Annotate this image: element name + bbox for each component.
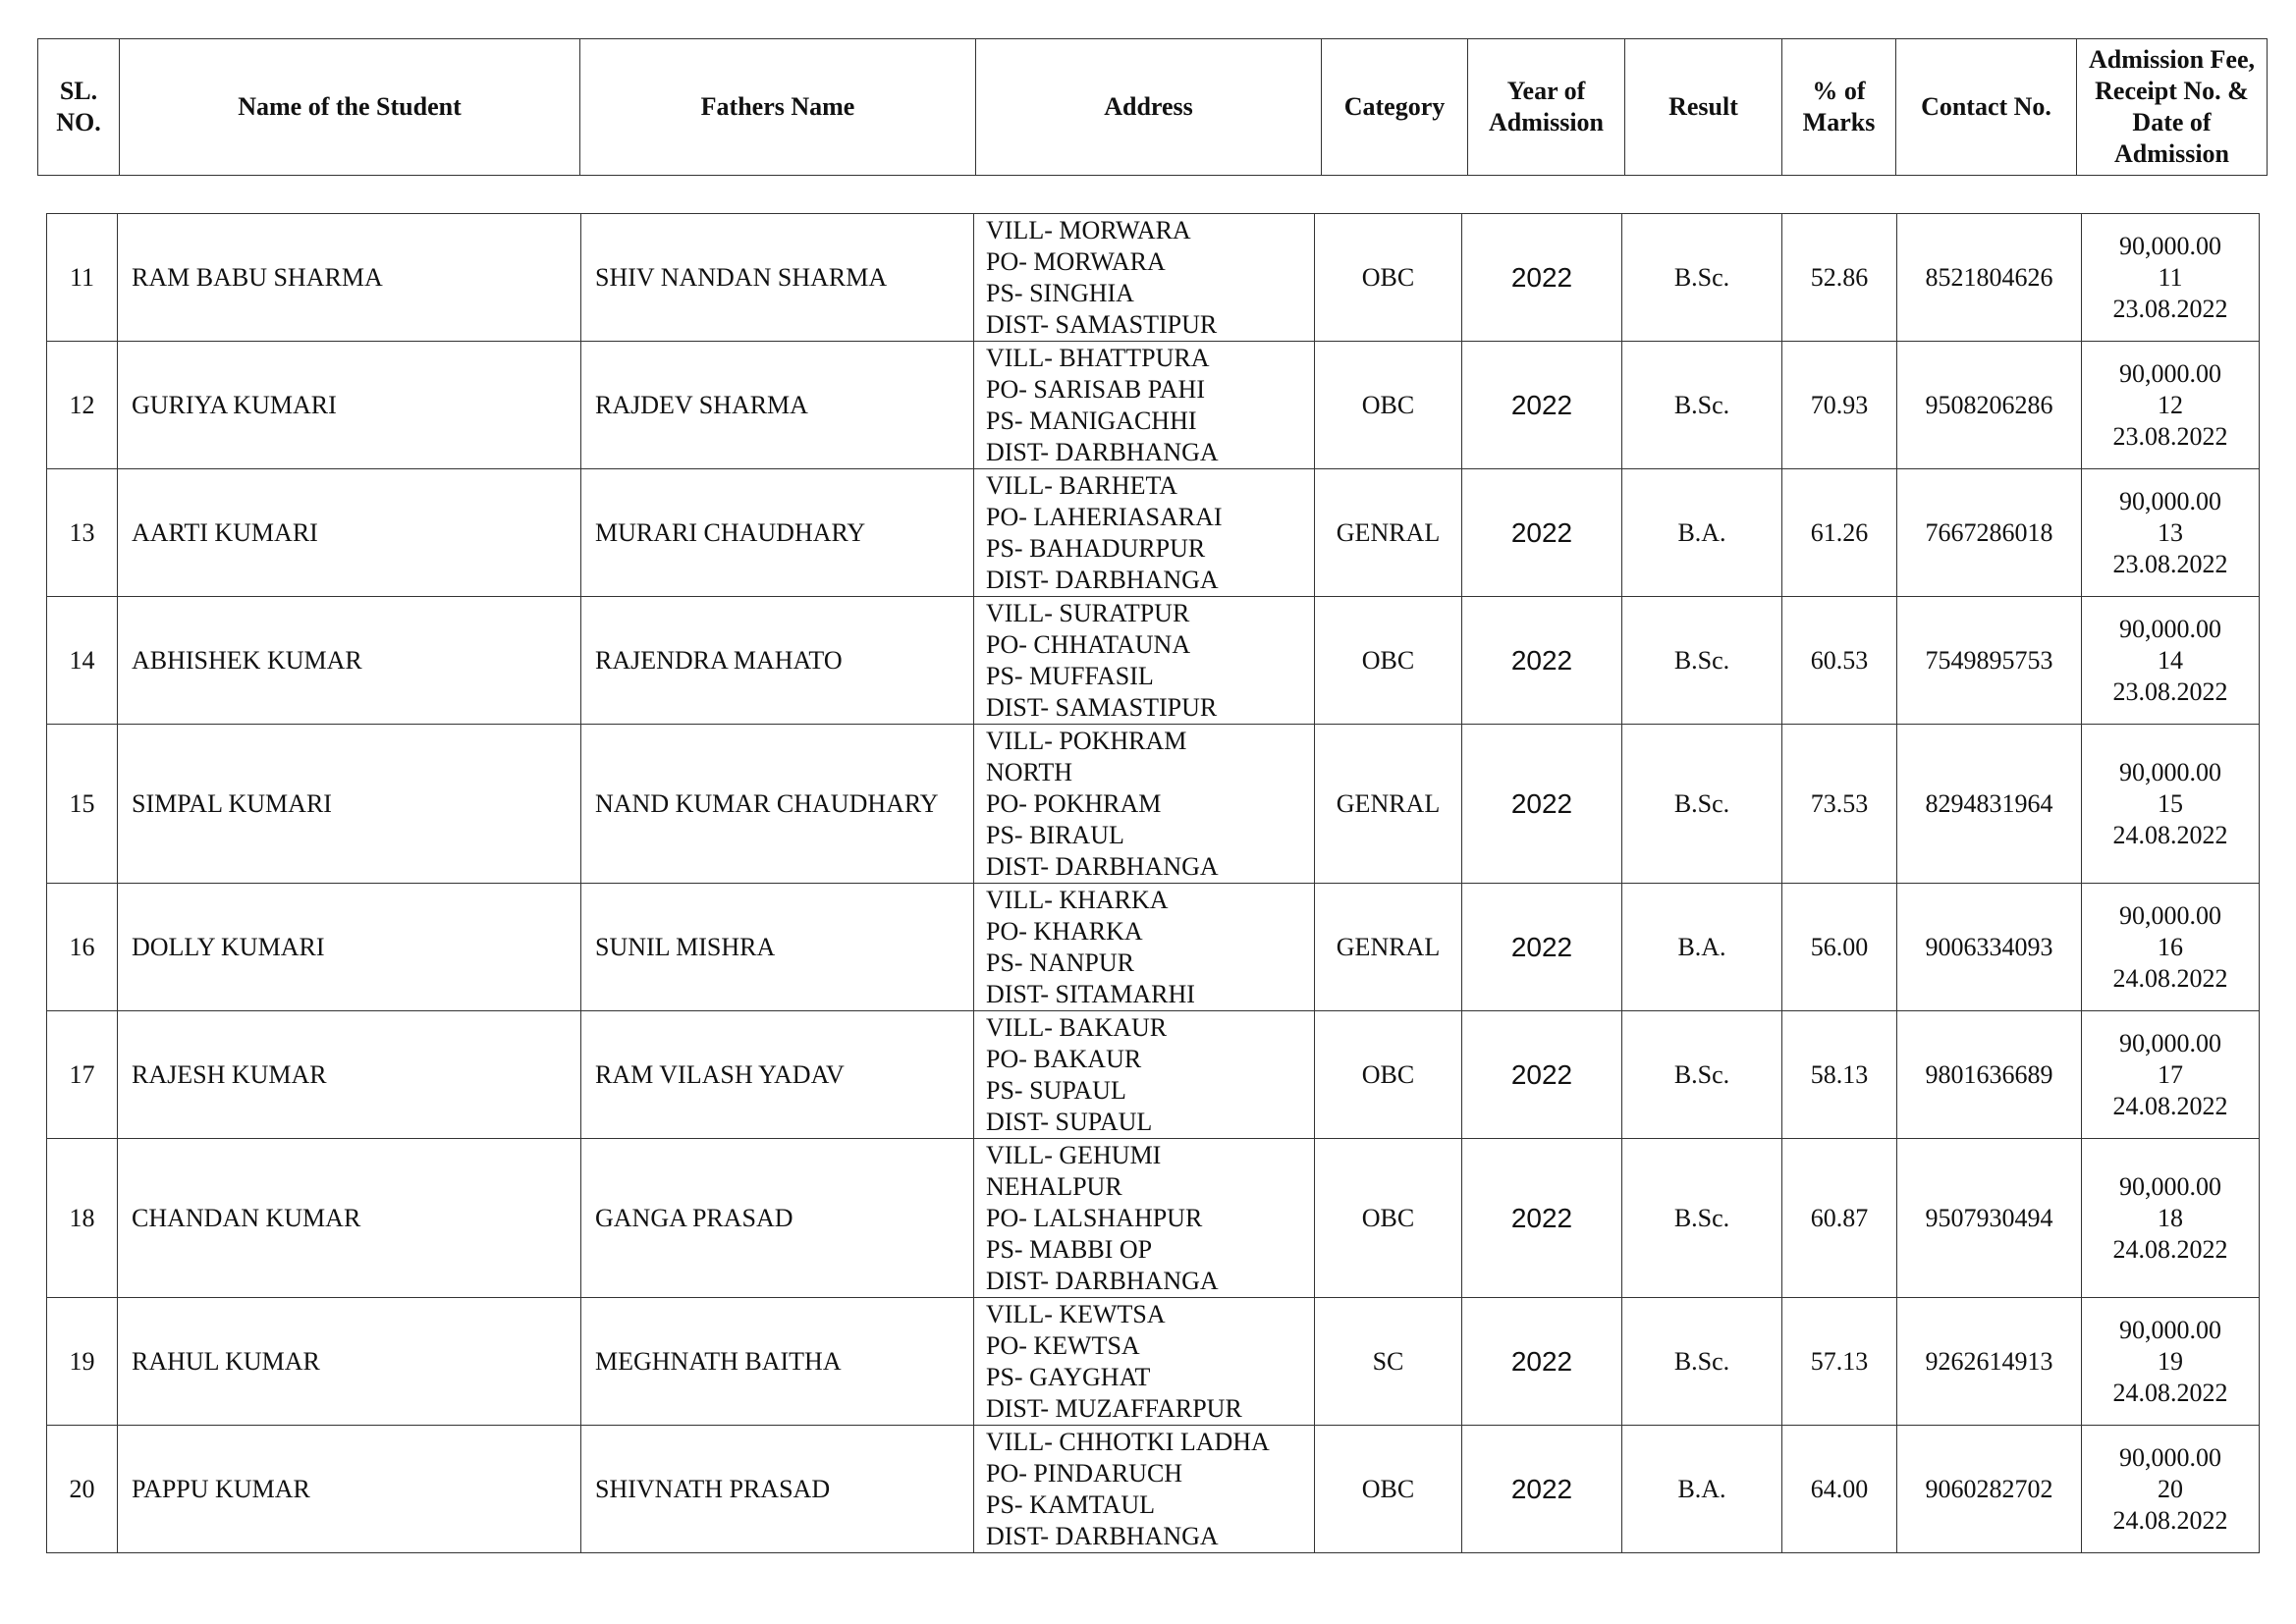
cell-fathers-name: SHIV NANDAN SHARMA [581,214,974,342]
cell-sl-no: 13 [47,469,118,597]
address-line: VILL- KEWTSA [986,1299,1166,1328]
cell-student-name: PAPPU KUMAR [118,1426,581,1553]
address-line: PO- KHARKA [986,916,1143,946]
address-line: PO- KEWTSA [986,1330,1140,1360]
admission-date: 23.08.2022 [2112,421,2228,451]
cell-category: GENRAL [1315,469,1462,597]
cell-result: B.Sc. [1622,597,1782,725]
address-line: DIST- DARBHANGA [986,437,1219,466]
admission-date: 23.08.2022 [2112,549,2228,578]
cell-student-name: SIMPAL KUMARI [118,725,581,884]
fee-amount: 90,000.00 [2119,757,2221,786]
cell-sl-no: 12 [47,342,118,469]
cell-sl-no: 11 [47,214,118,342]
cell-fathers-name: NAND KUMAR CHAUDHARY [581,725,974,884]
cell-contact-no: 7549895753 [1897,597,2082,725]
cell-year-of-admission: 2022 [1462,1426,1622,1553]
address-line: VILL- BHATTPURA [986,343,1210,372]
address-line: VILL- CHHOTKI LADHA [986,1427,1270,1456]
address-line: PO- BAKAUR [986,1044,1142,1073]
header-percent-marks: % of Marks [1782,39,1896,176]
cell-admission-fee [2082,1298,2260,1426]
cell-admission-fee [2082,1011,2260,1139]
fee-amount: 90,000.00 [2119,614,2221,643]
admission-date: 23.08.2022 [2112,677,2228,706]
cell-percent-marks: 73.53 [1782,725,1897,884]
cell-sl-no: 15 [47,725,118,884]
receipt-no: 13 [2158,517,2183,547]
address-line: VILL- GEHUMI [986,1140,1162,1169]
cell-result: B.Sc. [1622,1139,1782,1298]
cell-contact-no: 7667286018 [1897,469,2082,597]
fee-amount: 90,000.00 [2119,358,2221,388]
cell-sl-no: 18 [47,1139,118,1298]
table-row [47,1298,2260,1426]
cell-category: OBC [1315,1011,1462,1139]
cell-sl-no: 16 [47,884,118,1011]
fee-amount: 90,000.00 [2119,486,2221,515]
cell-address [974,597,1315,725]
address-line: VILL- BAKAUR [986,1012,1168,1042]
address-line: PS- SINGHIA [986,278,1134,307]
cell-student-name: ABHISHEK KUMAR [118,597,581,725]
header-result: Result [1625,39,1782,176]
header-table [37,38,2268,176]
cell-student-name: AARTI KUMARI [118,469,581,597]
cell-fathers-name: MEGHNATH BAITHA [581,1298,974,1426]
cell-percent-marks: 61.26 [1782,469,1897,597]
cell-admission-fee [2082,1139,2260,1298]
cell-address [974,1011,1315,1139]
cell-admission-fee [2082,469,2260,597]
cell-fathers-name: SHIVNATH PRASAD [581,1426,974,1553]
cell-fathers-name: GANGA PRASAD [581,1139,974,1298]
cell-year-of-admission: 2022 [1462,597,1622,725]
cell-year-of-admission: 2022 [1462,469,1622,597]
cell-category: OBC [1315,214,1462,342]
cell-percent-marks: 64.00 [1782,1426,1897,1553]
cell-contact-no: 9006334093 [1897,884,2082,1011]
header-row [38,39,2268,176]
admission-date: 24.08.2022 [2112,820,2228,849]
header-student-name: Name of the Student [120,39,580,176]
address-line: PS- BIRAUL [986,820,1124,849]
address-line: PO- PINDARUCH [986,1458,1183,1488]
cell-address [974,214,1315,342]
receipt-no: 19 [2158,1346,2183,1376]
receipt-no: 14 [2158,645,2183,675]
admission-date: 24.08.2022 [2112,1234,2228,1264]
student-table [46,213,2260,1553]
address-line: DIST- DARBHANGA [986,1266,1219,1295]
address-line: DIST- DARBHANGA [986,851,1219,881]
cell-result: B.Sc. [1622,1298,1782,1426]
address-line: DIST- DARBHANGA [986,565,1219,594]
address-line: PS- SUPAUL [986,1075,1126,1105]
cell-admission-fee [2082,597,2260,725]
address-line: VILL- POKHRAM [986,726,1187,755]
cell-student-name: GURIYA KUMARI [118,342,581,469]
cell-percent-marks: 57.13 [1782,1298,1897,1426]
cell-category: GENRAL [1315,884,1462,1011]
cell-address [974,342,1315,469]
fee-amount: 90,000.00 [2119,1028,2221,1057]
cell-address [974,469,1315,597]
cell-contact-no: 8521804626 [1897,214,2082,342]
cell-student-name: CHANDAN KUMAR [118,1139,581,1298]
table-row [47,725,2260,884]
address-line: DIST- SAMASTIPUR [986,309,1218,339]
table-row [47,469,2260,597]
address-line: NEHALPUR [986,1171,1122,1201]
address-line: DIST- DARBHANGA [986,1521,1219,1550]
address-line: VILL- BARHETA [986,470,1178,500]
address-line: PS- GAYGHAT [986,1362,1151,1391]
cell-result: B.A. [1622,469,1782,597]
address-line: PO- CHHATAUNA [986,629,1191,659]
table-row [47,1139,2260,1298]
fee-amount: 90,000.00 [2119,1315,2221,1344]
fee-amount: 90,000.00 [2119,900,2221,930]
header-admission-fee: Admission Fee, Receipt No. & Date of Admission [2077,39,2268,176]
cell-contact-no: 9262614913 [1897,1298,2082,1426]
cell-admission-fee [2082,1426,2260,1553]
header-category: Category [1322,39,1468,176]
cell-year-of-admission: 2022 [1462,1298,1622,1426]
cell-sl-no: 17 [47,1011,118,1139]
fee-amount: 90,000.00 [2119,231,2221,260]
cell-sl-no: 19 [47,1298,118,1426]
cell-percent-marks: 56.00 [1782,884,1897,1011]
cell-result: B.A. [1622,884,1782,1011]
cell-address [974,1426,1315,1553]
cell-percent-marks: 70.93 [1782,342,1897,469]
header-year-of-admission: Year of Admission [1468,39,1625,176]
table-row [47,597,2260,725]
cell-category: OBC [1315,597,1462,725]
header-contact-no: Contact No. [1896,39,2077,176]
address-line: VILL- KHARKA [986,885,1169,914]
cell-sl-no: 14 [47,597,118,725]
admission-date: 24.08.2022 [2112,1091,2228,1120]
cell-student-name: RAHUL KUMAR [118,1298,581,1426]
address-line: PO- SARISAB PAHI [986,374,1205,404]
admission-date: 24.08.2022 [2112,1505,2228,1535]
cell-fathers-name: RAM VILASH YADAV [581,1011,974,1139]
cell-category: OBC [1315,1426,1462,1553]
address-line: NORTH [986,757,1072,786]
cell-percent-marks: 60.87 [1782,1139,1897,1298]
cell-year-of-admission: 2022 [1462,1011,1622,1139]
cell-student-name: RAM BABU SHARMA [118,214,581,342]
address-line: PS- BAHADURPUR [986,533,1206,563]
admission-date: 24.08.2022 [2112,1378,2228,1407]
cell-category: OBC [1315,342,1462,469]
cell-category: GENRAL [1315,725,1462,884]
fee-amount: 90,000.00 [2119,1442,2221,1472]
address-line: PS- MUFFASIL [986,661,1154,690]
cell-year-of-admission: 2022 [1462,1139,1622,1298]
address-line: PO- LAHERIASARAI [986,502,1223,531]
address-line: VILL- MORWARA [986,215,1191,244]
header-sl-no: SL. NO. [38,39,120,176]
cell-result: B.A. [1622,1426,1782,1553]
fee-amount: 90,000.00 [2119,1171,2221,1201]
address-line: PO- LALSHAHPUR [986,1203,1203,1232]
address-line: PS- MANIGACHHI [986,406,1197,435]
cell-admission-fee [2082,342,2260,469]
cell-year-of-admission: 2022 [1462,884,1622,1011]
receipt-no: 12 [2158,390,2183,419]
address-line: PO- MORWARA [986,246,1166,276]
cell-category: SC [1315,1298,1462,1426]
cell-fathers-name: RAJDEV SHARMA [581,342,974,469]
cell-student-name: RAJESH KUMAR [118,1011,581,1139]
cell-result: B.Sc. [1622,1011,1782,1139]
cell-year-of-admission: 2022 [1462,214,1622,342]
cell-category: OBC [1315,1139,1462,1298]
cell-percent-marks: 52.86 [1782,214,1897,342]
cell-fathers-name: RAJENDRA MAHATO [581,597,974,725]
admission-date: 23.08.2022 [2112,294,2228,323]
table-row [47,214,2260,342]
table-row [47,1426,2260,1553]
table-row [47,342,2260,469]
cell-contact-no: 9508206286 [1897,342,2082,469]
cell-admission-fee [2082,884,2260,1011]
receipt-no: 20 [2158,1474,2183,1503]
address-line: PS- NANPUR [986,947,1134,977]
receipt-no: 17 [2158,1059,2183,1089]
receipt-no: 18 [2158,1203,2183,1232]
cell-admission-fee [2082,214,2260,342]
cell-contact-no: 9801636689 [1897,1011,2082,1139]
address-line: VILL- SURATPUR [986,598,1190,627]
cell-fathers-name: SUNIL MISHRA [581,884,974,1011]
cell-student-name: DOLLY KUMARI [118,884,581,1011]
address-line: DIST- MUZAFFARPUR [986,1393,1242,1423]
cell-address [974,1298,1315,1426]
cell-percent-marks: 60.53 [1782,597,1897,725]
cell-contact-no: 9060282702 [1897,1426,2082,1553]
cell-result: B.Sc. [1622,214,1782,342]
address-line: PS- KAMTAUL [986,1489,1155,1519]
address-line: PO- POKHRAM [986,788,1162,818]
receipt-no: 15 [2158,788,2183,818]
address-line: PS- MABBI OP [986,1234,1153,1264]
admission-date: 24.08.2022 [2112,963,2228,993]
cell-percent-marks: 58.13 [1782,1011,1897,1139]
cell-address [974,725,1315,884]
cell-year-of-admission: 2022 [1462,725,1622,884]
cell-contact-no: 8294831964 [1897,725,2082,884]
cell-admission-fee [2082,725,2260,884]
cell-result: B.Sc. [1622,342,1782,469]
address-line: DIST- SITAMARHI [986,979,1195,1008]
table-row [47,884,2260,1011]
cell-fathers-name: MURARI CHAUDHARY [581,469,974,597]
address-line: DIST- SAMASTIPUR [986,692,1218,722]
address-line: DIST- SUPAUL [986,1107,1153,1136]
header-fathers-name: Fathers Name [580,39,976,176]
receipt-no: 11 [2158,262,2183,292]
cell-contact-no: 9507930494 [1897,1139,2082,1298]
cell-year-of-admission: 2022 [1462,342,1622,469]
table-row [47,1011,2260,1139]
cell-result: B.Sc. [1622,725,1782,884]
header-address: Address [976,39,1322,176]
receipt-no: 16 [2158,932,2183,961]
cell-sl-no: 20 [47,1426,118,1553]
cell-address [974,1139,1315,1298]
cell-address [974,884,1315,1011]
